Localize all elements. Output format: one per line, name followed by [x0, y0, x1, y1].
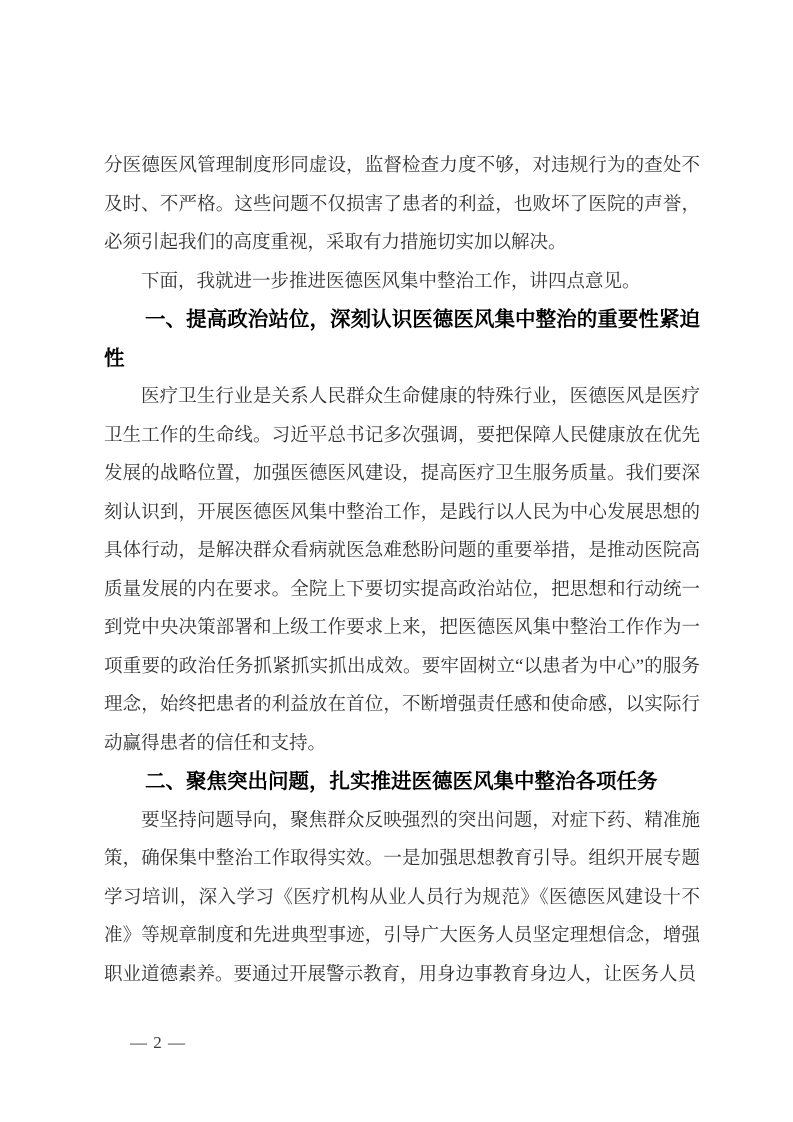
document-body [104, 147, 700, 994]
page-number: — 2 — [130, 1033, 186, 1052]
paragraph-section-2: 要坚持问题导向，聚焦群众反映强烈的突出问题，对症下药、精准施策，确保集中整治工作取得实效。一是加强思想教育引导。组织开展专题学习培训，深入学习《医疗机构从业人员行为规范》《医德医风建设十不准》等规章制度和先进典型事迹，引导广大医务人员坚定理想信念，增强职业道德素养。要通过开展警示教育，用身边事教育身边人，让医务人员 [104, 810, 700, 985]
paragraph-transition: 下面，我就进一步推进医德医风集中整治工作，讲四点意见。 [141, 271, 641, 292]
section-heading-2: 二、聚焦突出问题，扎实推进医德医风集中整治各项任务 [145, 770, 658, 793]
paragraph-continuation: 分医德医风管理制度形同虚设，监督检查力度不够，对违规行为的查处不及时、不严格。这些问题不仅损害了患者的利益，也败坏了医院的声誉，必须引起我们的高度重视，采取有力措施切实加以解决。 [104, 156, 700, 253]
section-heading-1: 一、提高政治站位，深刻认识医德医风集中整治的重要性紧迫性 [104, 308, 700, 370]
paragraph-section-1: 医疗卫生行业是关系人民群众生命健康的特殊行业，医德医风是医疗卫生工作的生命线。习近平总书记多次强调，要把保障人民健康放在优先发展的战略位置，加强医德医风建设，提高医疗卫生服务质量。我们要深刻认识到，开展医德医风集中整治工作，是践行以人民为中心发展思想的具体行动，是解决群众看病就医急难愁盼问题的重要举措，是推动医院高质量发展的内在要求。全院上下要切实提高政治站位，把思想和行动统一到党中央决策部署和上级工作要求上来，把医德医风集中整治工作作为一项重要的政治任务抓紧抓实抓出成效。要牢固树立“以患者为中心”的服务理念，始终把患者的利益放在首位，不断增强责任感和使命感，以实际行动赢得患者的信任和支持。 [104, 387, 700, 754]
